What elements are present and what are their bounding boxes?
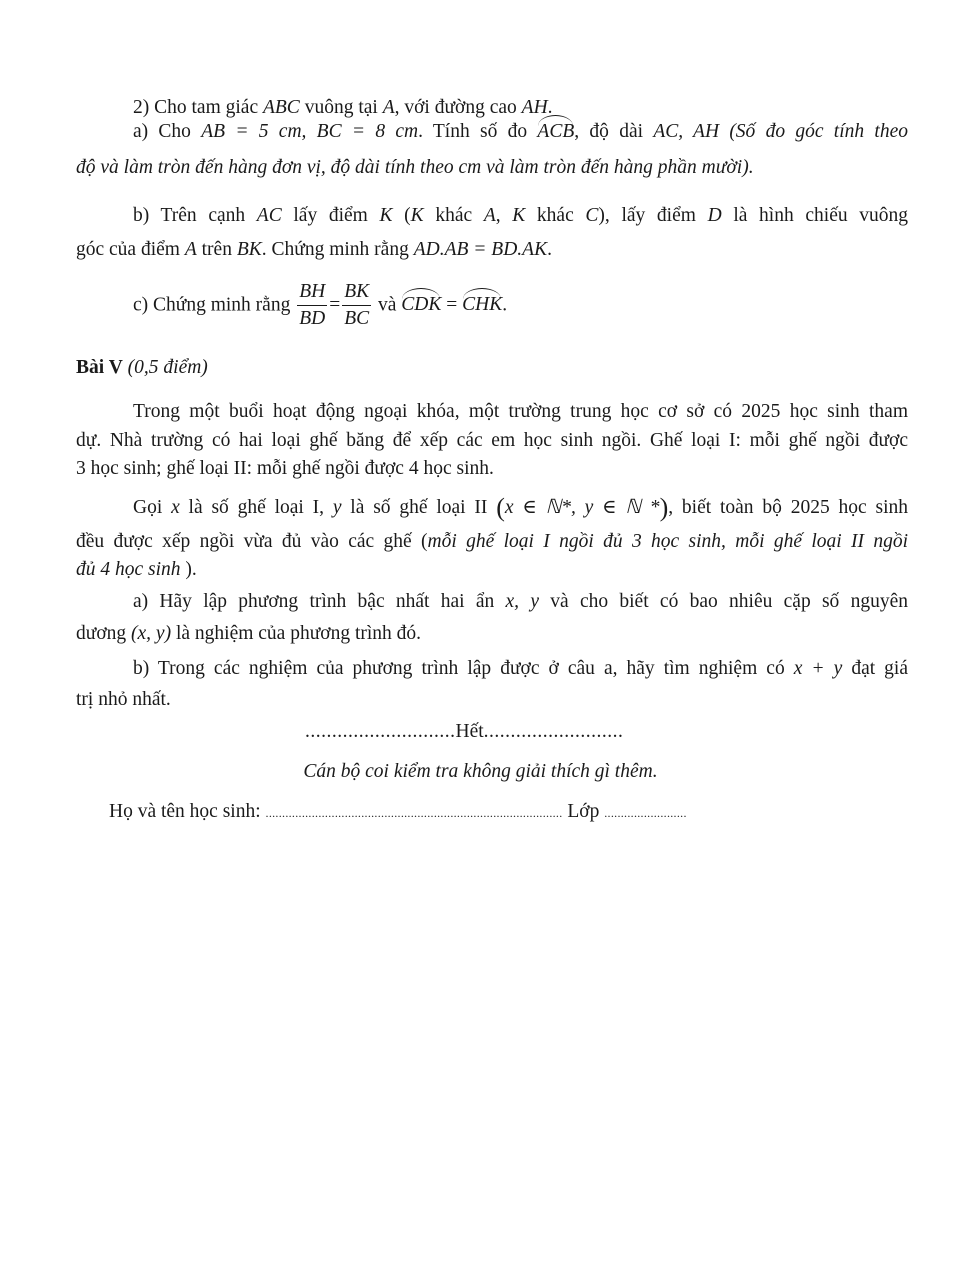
text: a) Hãy lập phương trình bậc nhất hai ẩn bbox=[133, 591, 506, 612]
math-equation: AD.AB = BD.AK bbox=[413, 239, 548, 260]
bai5-p2-line3 bbox=[76, 560, 197, 580]
denominator: BD bbox=[299, 307, 326, 329]
angle-cdk: CDK bbox=[401, 294, 442, 316]
numerator: BK bbox=[342, 282, 371, 306]
math: K bbox=[379, 205, 393, 226]
fraction-bk-bc bbox=[342, 282, 371, 328]
bai5-p1-line1: Trong một buổi hoạt động ngoại khóa, một trường trung học cơ sở có 2025 học sinh tham bbox=[133, 401, 908, 422]
text: , độ dài bbox=[574, 121, 654, 142]
math: BK bbox=[236, 239, 262, 260]
math-pair: (x, y) bbox=[131, 623, 172, 644]
math: D bbox=[707, 205, 722, 226]
text: b) Trên cạnh bbox=[133, 205, 257, 226]
student-name-label: Họ và tên học sinh: bbox=[109, 801, 266, 822]
section-points: (0,5 điểm) bbox=[127, 357, 208, 378]
text: . Tính số đo bbox=[418, 121, 538, 142]
text: ). bbox=[180, 559, 197, 580]
student-info-line bbox=[109, 802, 687, 822]
q2-part-b-line1 bbox=[133, 206, 908, 226]
math: AC bbox=[256, 205, 282, 226]
text: và cho biết có bao nhiêu cặp số nguyên bbox=[539, 591, 908, 612]
bai5-p1-line2: dự. Nhà trường có hai loại ghế băng để xếp các em học sinh ngồi. Ghế loại I: mỗi ghế ngồi được bbox=[76, 430, 908, 451]
text: dương bbox=[76, 623, 132, 644]
math: K bbox=[512, 205, 526, 226]
text: a) Cho bbox=[133, 121, 202, 142]
text: là số ghế loại II bbox=[341, 497, 497, 518]
text: , biết toàn bộ 2025 học sinh bbox=[668, 497, 908, 518]
math-given: AB = 5 cm, BC = 8 cm bbox=[201, 121, 419, 142]
text: khác bbox=[525, 205, 586, 226]
math-condition: x ∈ ℕ*, y ∈ ℕ * bbox=[504, 497, 660, 518]
text: c) Chứng minh rằng bbox=[133, 294, 296, 316]
q2-part-a-line1 bbox=[133, 122, 908, 142]
bai5-p2-line1 bbox=[133, 495, 908, 521]
math: A bbox=[382, 97, 395, 118]
paren-close: ) bbox=[659, 493, 669, 522]
math: A bbox=[184, 239, 197, 260]
numerator: BH bbox=[297, 282, 327, 306]
section-title: Bài V bbox=[76, 357, 123, 378]
dots: .......................... bbox=[483, 721, 624, 742]
bai5-p1-line3: 3 học sinh; ghế loại II: mỗi ghế ngồi được 4 học sinh. bbox=[76, 458, 494, 479]
equals: = bbox=[441, 294, 463, 316]
math-sum: x + y bbox=[793, 658, 843, 679]
text: và bbox=[373, 294, 402, 316]
math: A bbox=[483, 205, 496, 226]
bai5-p2-line2 bbox=[76, 532, 908, 552]
note-italic: (Số đo góc tính theo bbox=[729, 121, 908, 142]
section-heading-bai-v bbox=[76, 358, 208, 378]
end-marker bbox=[305, 722, 623, 742]
class-label: Lớp bbox=[562, 801, 605, 822]
text: 2) Cho tam giác bbox=[133, 97, 263, 118]
math: AH bbox=[521, 97, 548, 118]
text-italic: đủ 4 học sinh bbox=[76, 559, 181, 580]
dots: ............................ bbox=[305, 721, 456, 742]
student-name-field[interactable]: .......................................................................................... bbox=[265, 806, 563, 820]
q2-part-c bbox=[133, 282, 507, 328]
text: đạt giá bbox=[842, 658, 908, 679]
text: , bbox=[495, 205, 513, 226]
class-field[interactable]: ......................... bbox=[604, 806, 687, 820]
q2-part-b-line2 bbox=[76, 240, 552, 260]
text: . Chứng minh rằng bbox=[261, 239, 414, 260]
math: K bbox=[410, 205, 424, 226]
text-italic: mỗi ghế loại I ngồi đủ 3 học sinh, mỗi ghế loại II ngồi bbox=[427, 531, 908, 552]
paren-open: ( bbox=[496, 493, 505, 522]
text: góc của điểm bbox=[76, 239, 185, 260]
text: là nghiệm của phương trình đó. bbox=[171, 623, 422, 644]
text: trên bbox=[196, 239, 237, 260]
text: đều được xếp ngồi vừa đủ vào các ghế ( bbox=[76, 531, 428, 552]
angle-acb: ACB bbox=[537, 121, 575, 142]
math: AC, AH bbox=[653, 121, 720, 142]
q2-part-a-line2: độ và làm tròn đến hàng đơn vị, độ dài tính theo cm và làm tròn đến hàng phần mười). bbox=[76, 157, 754, 178]
text: ), lấy điểm bbox=[598, 205, 708, 226]
text: b) Trong các nghiệm của phương trình lập được ở câu a, hãy tìm nghiệm có bbox=[133, 658, 794, 679]
math: C bbox=[585, 205, 599, 226]
proctor-note: Cán bộ coi kiểm tra không giải thích gì thêm. bbox=[303, 761, 658, 782]
fraction-bh-bd bbox=[297, 282, 327, 328]
bai5-part-a-line2 bbox=[76, 624, 421, 644]
text: . bbox=[547, 239, 552, 260]
text: vuông tại bbox=[299, 97, 383, 118]
equals: = bbox=[329, 294, 341, 316]
text: là hình chiếu vuông bbox=[721, 205, 909, 226]
math-x: x bbox=[171, 497, 180, 518]
q2-intro bbox=[133, 98, 553, 118]
angle-chk: CHK bbox=[462, 294, 503, 316]
math: ABC bbox=[262, 97, 300, 118]
text: lấy điểm bbox=[281, 205, 380, 226]
math-y: y bbox=[332, 497, 342, 518]
text: Gọi bbox=[133, 497, 172, 518]
end-word: Hết bbox=[455, 721, 484, 742]
bai5-part-b-line1 bbox=[133, 659, 908, 679]
bai5-part-a-line1 bbox=[133, 592, 908, 612]
text: ( bbox=[392, 205, 411, 226]
bai5-part-b-line2: trị nhỏ nhất. bbox=[76, 689, 171, 710]
text: . bbox=[547, 97, 553, 118]
text: . bbox=[502, 294, 508, 316]
text: là số ghế loại I, bbox=[179, 497, 333, 518]
text: , với đường cao bbox=[394, 97, 522, 118]
text: khác bbox=[423, 205, 484, 226]
denominator: BC bbox=[344, 307, 370, 329]
math-vars: x, y bbox=[505, 591, 539, 612]
